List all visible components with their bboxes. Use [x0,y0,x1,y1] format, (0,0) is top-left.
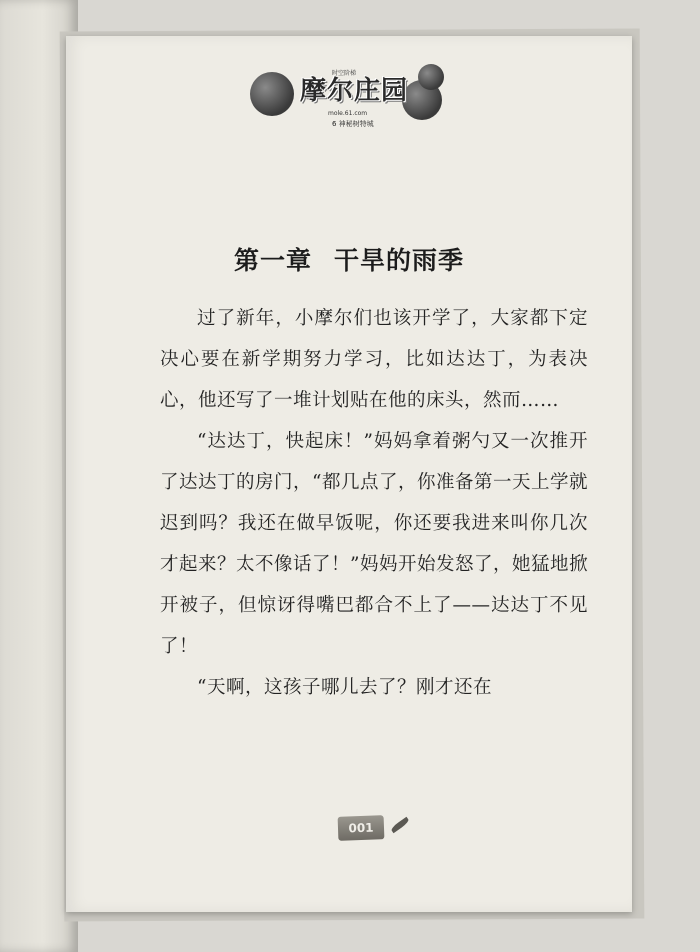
chapter-title [66,241,632,277]
mole-character-top-icon [418,64,444,90]
book-page [66,36,632,912]
logo-tagline: 时空阶梯 [332,70,357,77]
logo-url: mole.61.com [328,110,368,117]
series-logo [246,50,452,130]
body-text [160,298,588,708]
logo-subtitle: 6 神秘树特城 [332,120,374,128]
mole-character-left-icon [250,72,294,116]
logo-title: 摩尔庄园 [300,76,409,106]
paragraph: “天啊，这孩子哪儿去了？刚才还在 [197,677,492,698]
paragraph: 过了新年，小摩尔们也该开学了，大家都下定决心要在新学期努力学习，比如达达丁，为表决心，他还写了一堆计划贴在他的床头，然而…… [160,308,588,411]
chapter-number: 第一章 [233,246,312,275]
paragraph: “达达丁，快起床！”妈妈拿着粥勺又一次推开了达达丁的房门，“都几点了，你准备第一天上学就迟到吗？我还在做早饭呢，你还要我进来叫你几次才起来？太不像话了！”妈妈开始发怒了，她猛地掀开被子，但惊讶得嘴巴都合不上了——达达丁不见了！ [160,431,588,657]
chapter-name: 干旱的雨季 [334,246,465,275]
quill-icon [390,817,410,833]
page-number: 001 [338,815,385,841]
